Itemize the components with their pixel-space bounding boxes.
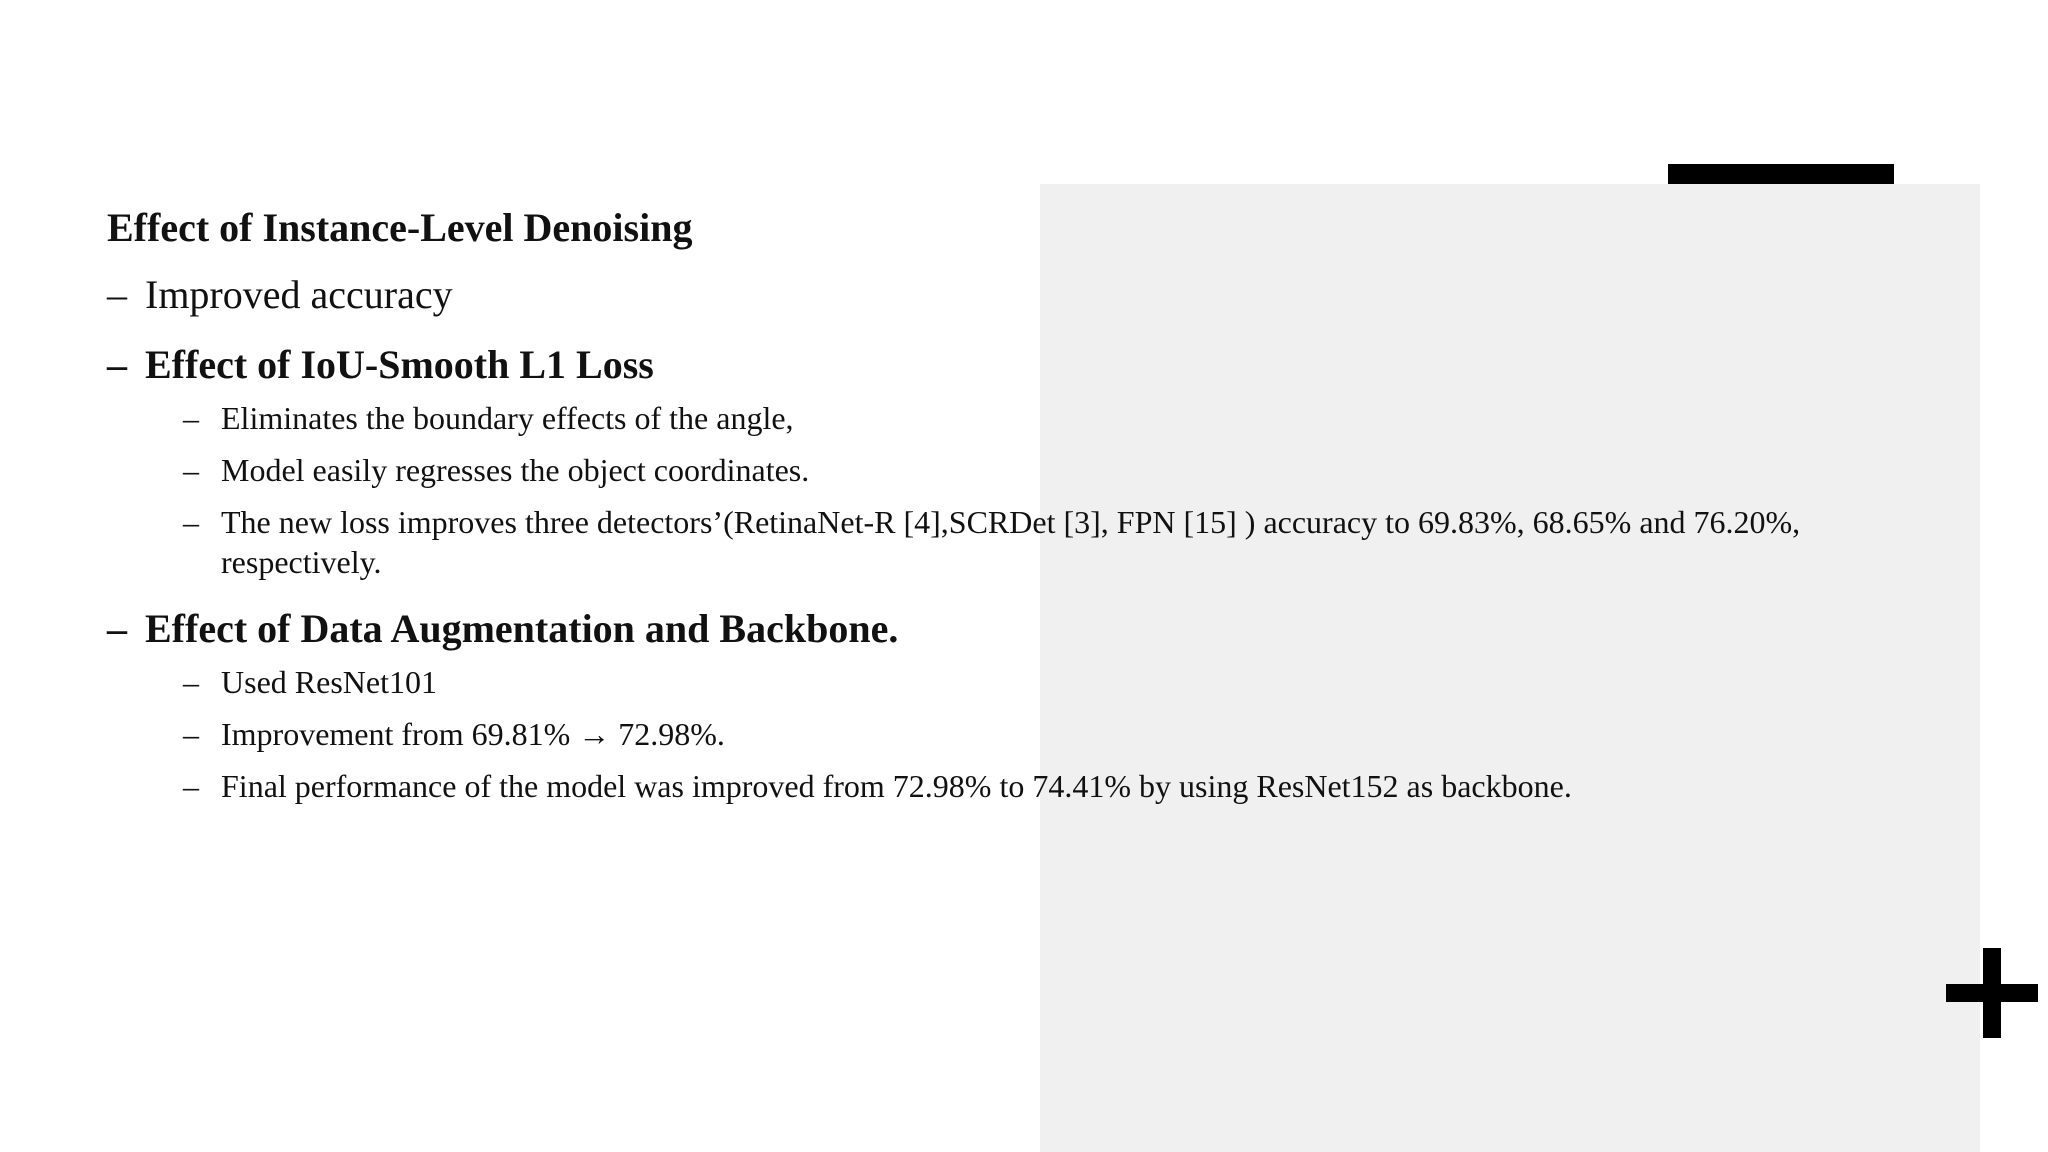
sub-bullet-text: Used ResNet101 — [221, 664, 437, 700]
sub-bullet-dash: – — [183, 716, 199, 752]
bullet-heading: Effect of Data Augmentation and Backbone. — [145, 606, 899, 651]
sub-bullet-text: Eliminates the boundary effects of the angle, — [221, 400, 794, 436]
sub-bullet — [183, 714, 1827, 754]
bullet-dash: – — [107, 342, 127, 387]
bullet-dash: – — [107, 272, 127, 317]
sub-bullet-dash: – — [183, 768, 199, 804]
bullet-heading: Improved accuracy — [145, 272, 453, 317]
bullet-improved-accuracy — [107, 270, 1827, 320]
slide-title: Effect of Instance-Level Denoising — [107, 205, 693, 250]
accent-bar — [1668, 164, 1894, 184]
sub-bullet-text: The new loss improves three detectors’(RetinaNet-R [4],SCRDet [3], FPN [15] ) accuracy to 69.83%, 68.65% and 76.20%, respectively. — [221, 504, 1801, 580]
sub-bullet-dash: – — [183, 504, 199, 540]
sub-bullet-text: Final performance of the model was improved from 72.98% to 74.41% by using ResNet152 as backbone. — [221, 768, 1572, 804]
sub-bullet-list — [183, 398, 1827, 582]
bullet-heading: Effect of IoU-Smooth L1 Loss — [145, 342, 654, 387]
sub-bullet — [183, 502, 1827, 582]
slide-content — [107, 200, 1827, 828]
sub-bullet-list — [183, 662, 1827, 806]
sub-bullet-dash: – — [183, 400, 199, 436]
sub-bullet — [183, 450, 1827, 490]
sub-bullet-dash: – — [183, 452, 199, 488]
sub-bullet — [183, 766, 1827, 806]
sub-bullet-text: Model easily regresses the object coordinates. — [221, 452, 810, 488]
bullet-iou-smooth-l1-loss — [107, 340, 1827, 390]
sub-bullet — [183, 662, 1827, 702]
sub-bullet — [183, 398, 1827, 438]
bullet-dash: – — [107, 606, 127, 651]
sub-bullet-text: Improvement from 69.81% → 72.98%. — [221, 716, 725, 752]
plus-icon — [1946, 948, 2038, 1038]
bullet-data-augmentation-backbone — [107, 604, 1827, 654]
sub-bullet-dash: – — [183, 664, 199, 700]
